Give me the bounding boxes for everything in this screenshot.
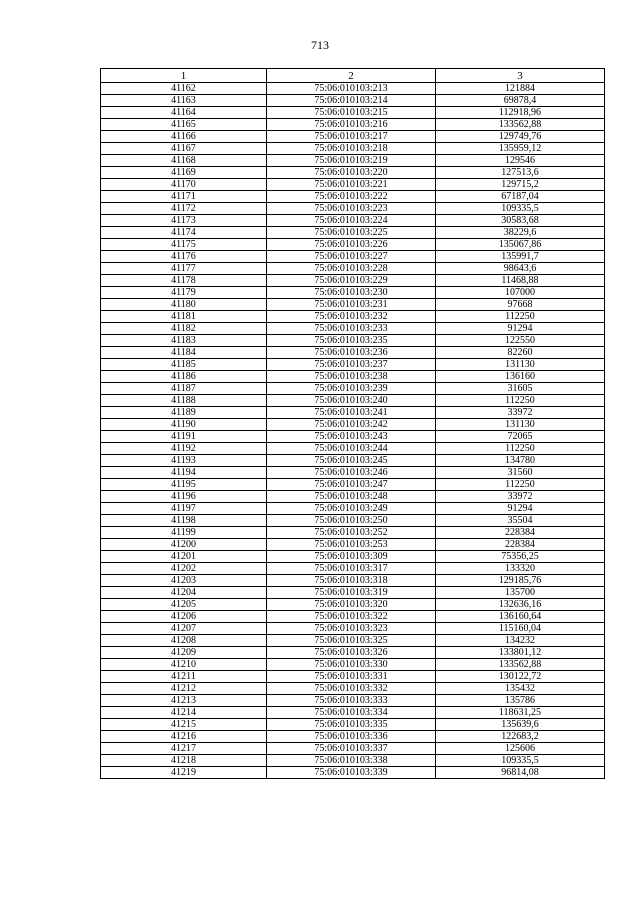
table-row: [101, 659, 605, 671]
value-cell: 131130: [436, 359, 605, 371]
cadastral-number-cell: 75:06:010103:339: [267, 767, 436, 779]
row-number-cell: 41205: [101, 599, 267, 611]
value-cell: 135991,7: [436, 251, 605, 263]
row-number-cell: 41203: [101, 575, 267, 587]
table-row: [101, 695, 605, 707]
table-row: [101, 155, 605, 167]
row-number-cell: 41209: [101, 647, 267, 659]
row-number-cell: 41210: [101, 659, 267, 671]
table-row: [101, 167, 605, 179]
row-number-cell: 41177: [101, 263, 267, 275]
row-number-cell: 41181: [101, 311, 267, 323]
value-cell: 122550: [436, 335, 605, 347]
cadastral-number-cell: 75:06:010103:338: [267, 755, 436, 767]
table-row: [101, 395, 605, 407]
table-row: [101, 179, 605, 191]
value-cell: 31560: [436, 467, 605, 479]
value-cell: 134780: [436, 455, 605, 467]
cadastral-number-cell: 75:06:010103:246: [267, 467, 436, 479]
row-number-cell: 41196: [101, 491, 267, 503]
cadastral-number-cell: 75:06:010103:334: [267, 707, 436, 719]
row-number-cell: 41201: [101, 551, 267, 563]
table-row: [101, 575, 605, 587]
cadastral-number-cell: 75:06:010103:214: [267, 95, 436, 107]
value-cell: 133320: [436, 563, 605, 575]
value-cell: 33972: [436, 491, 605, 503]
value-cell: 135786: [436, 695, 605, 707]
table-row: [101, 359, 605, 371]
row-number-cell: 41178: [101, 275, 267, 287]
cadastral-number-cell: 75:06:010103:322: [267, 611, 436, 623]
cadastral-number-cell: 75:06:010103:309: [267, 551, 436, 563]
row-number-cell: 41167: [101, 143, 267, 155]
value-cell: 135067,86: [436, 239, 605, 251]
cadastral-number-cell: 75:06:010103:223: [267, 203, 436, 215]
table-row: [101, 275, 605, 287]
value-cell: 91294: [436, 503, 605, 515]
row-number-cell: 41214: [101, 707, 267, 719]
row-number-cell: 41186: [101, 371, 267, 383]
cadastral-number-cell: 75:06:010103:325: [267, 635, 436, 647]
value-cell: 228384: [436, 539, 605, 551]
value-cell: 133562,88: [436, 659, 605, 671]
row-number-cell: 41211: [101, 671, 267, 683]
table-row: [101, 95, 605, 107]
row-number-cell: 41175: [101, 239, 267, 251]
column-header-1: 1: [101, 69, 267, 83]
row-number-cell: 41169: [101, 167, 267, 179]
table-row: [101, 503, 605, 515]
value-cell: 69878,4: [436, 95, 605, 107]
value-cell: 132636,16: [436, 599, 605, 611]
cadastral-number-cell: 75:06:010103:326: [267, 647, 436, 659]
cadastral-number-cell: 75:06:010103:217: [267, 131, 436, 143]
table-row: [101, 215, 605, 227]
table-row: [101, 719, 605, 731]
cadastral-number-cell: 75:06:010103:323: [267, 623, 436, 635]
value-cell: 129185,76: [436, 575, 605, 587]
value-cell: 136160,64: [436, 611, 605, 623]
row-number-cell: 41213: [101, 695, 267, 707]
cadastral-number-cell: 75:06:010103:228: [267, 263, 436, 275]
value-cell: 112918,96: [436, 107, 605, 119]
cadastral-number-cell: 75:06:010103:243: [267, 431, 436, 443]
row-number-cell: 41185: [101, 359, 267, 371]
row-number-cell: 41219: [101, 767, 267, 779]
value-cell: 135432: [436, 683, 605, 695]
cadastral-number-cell: 75:06:010103:240: [267, 395, 436, 407]
table-row: [101, 767, 605, 779]
value-cell: 129546: [436, 155, 605, 167]
table-row: [101, 623, 605, 635]
value-cell: 67187,04: [436, 191, 605, 203]
value-cell: 112250: [436, 443, 605, 455]
value-cell: 134232: [436, 635, 605, 647]
table-row: [101, 635, 605, 647]
row-number-cell: 41176: [101, 251, 267, 263]
cadastral-number-cell: 75:06:010103:247: [267, 479, 436, 491]
table-row: [101, 443, 605, 455]
row-number-cell: 41182: [101, 323, 267, 335]
table-row: [101, 143, 605, 155]
table-row: [101, 563, 605, 575]
row-number-cell: 41162: [101, 83, 267, 95]
value-cell: 31605: [436, 383, 605, 395]
row-number-cell: 41208: [101, 635, 267, 647]
value-cell: 122683,2: [436, 731, 605, 743]
value-cell: 38229,6: [436, 227, 605, 239]
value-cell: 98643,6: [436, 263, 605, 275]
row-number-cell: 41207: [101, 623, 267, 635]
cadastral-number-cell: 75:06:010103:248: [267, 491, 436, 503]
table-row: [101, 191, 605, 203]
row-number-cell: 41197: [101, 503, 267, 515]
table-row: [101, 311, 605, 323]
cadastral-number-cell: 75:06:010103:236: [267, 347, 436, 359]
table-row: [101, 431, 605, 443]
column-header-2: 2: [267, 69, 436, 83]
value-cell: 75356,25: [436, 551, 605, 563]
cadastral-number-cell: 75:06:010103:336: [267, 731, 436, 743]
cadastral-number-cell: 75:06:010103:249: [267, 503, 436, 515]
cadastral-number-cell: 75:06:010103:231: [267, 299, 436, 311]
row-number-cell: 41164: [101, 107, 267, 119]
table-row: [101, 419, 605, 431]
table-row: [101, 203, 605, 215]
data-table: [100, 68, 605, 779]
table-row: [101, 599, 605, 611]
value-cell: 129715,2: [436, 179, 605, 191]
value-cell: 121884: [436, 83, 605, 95]
cadastral-number-cell: 75:06:010103:215: [267, 107, 436, 119]
cadastral-number-cell: 75:06:010103:227: [267, 251, 436, 263]
row-number-cell: 41190: [101, 419, 267, 431]
cadastral-number-cell: 75:06:010103:242: [267, 419, 436, 431]
cadastral-number-cell: 75:06:010103:335: [267, 719, 436, 731]
row-number-cell: 41173: [101, 215, 267, 227]
table-row: [101, 515, 605, 527]
table-row: [101, 467, 605, 479]
cadastral-number-cell: 75:06:010103:232: [267, 311, 436, 323]
page-number: 713: [311, 38, 329, 52]
row-number-cell: 41202: [101, 563, 267, 575]
cadastral-number-cell: 75:06:010103:337: [267, 743, 436, 755]
cadastral-number-cell: 75:06:010103:330: [267, 659, 436, 671]
value-cell: 30583,68: [436, 215, 605, 227]
value-cell: 133562,88: [436, 119, 605, 131]
value-cell: 135639,6: [436, 719, 605, 731]
row-number-cell: 41198: [101, 515, 267, 527]
table-row: [101, 743, 605, 755]
value-cell: 91294: [436, 323, 605, 335]
cadastral-number-cell: 75:06:010103:241: [267, 407, 436, 419]
value-cell: 112250: [436, 311, 605, 323]
row-number-cell: 41183: [101, 335, 267, 347]
table-row: [101, 287, 605, 299]
row-number-cell: 41168: [101, 155, 267, 167]
row-number-cell: 41204: [101, 587, 267, 599]
row-number-cell: 41216: [101, 731, 267, 743]
row-number-cell: 41218: [101, 755, 267, 767]
row-number-cell: 41163: [101, 95, 267, 107]
cadastral-number-cell: 75:06:010103:332: [267, 683, 436, 695]
row-number-cell: 41180: [101, 299, 267, 311]
value-cell: 35504: [436, 515, 605, 527]
cadastral-number-cell: 75:06:010103:229: [267, 275, 436, 287]
row-number-cell: 41170: [101, 179, 267, 191]
value-cell: 127513,6: [436, 167, 605, 179]
cadastral-number-cell: 75:06:010103:320: [267, 599, 436, 611]
cadastral-number-cell: 75:06:010103:224: [267, 215, 436, 227]
cadastral-number-cell: 75:06:010103:317: [267, 563, 436, 575]
value-cell: 72065: [436, 431, 605, 443]
table-row: [101, 251, 605, 263]
value-cell: 130122,72: [436, 671, 605, 683]
value-cell: 133801,12: [436, 647, 605, 659]
cadastral-number-cell: 75:06:010103:318: [267, 575, 436, 587]
row-number-cell: 41192: [101, 443, 267, 455]
cadastral-number-cell: 75:06:010103:237: [267, 359, 436, 371]
value-cell: 109335,5: [436, 203, 605, 215]
cadastral-number-cell: 75:06:010103:245: [267, 455, 436, 467]
cadastral-number-cell: 75:06:010103:233: [267, 323, 436, 335]
table-row: [101, 239, 605, 251]
row-number-cell: 41171: [101, 191, 267, 203]
row-number-cell: 41195: [101, 479, 267, 491]
table-row: [101, 551, 605, 563]
row-number-cell: 41165: [101, 119, 267, 131]
row-number-cell: 41194: [101, 467, 267, 479]
cadastral-number-cell: 75:06:010103:319: [267, 587, 436, 599]
value-cell: 125606: [436, 743, 605, 755]
row-number-cell: 41174: [101, 227, 267, 239]
table-row: [101, 491, 605, 503]
row-number-cell: 41184: [101, 347, 267, 359]
value-cell: 112250: [436, 395, 605, 407]
row-number-cell: 41166: [101, 131, 267, 143]
table-row: [101, 455, 605, 467]
value-cell: 107000: [436, 287, 605, 299]
value-cell: 131130: [436, 419, 605, 431]
table-row: [101, 263, 605, 275]
row-number-cell: 41199: [101, 527, 267, 539]
row-number-cell: 41217: [101, 743, 267, 755]
table-row: [101, 107, 605, 119]
value-cell: 112250: [436, 479, 605, 491]
table-row: [101, 611, 605, 623]
cadastral-number-cell: 75:06:010103:219: [267, 155, 436, 167]
value-cell: 129749,76: [436, 131, 605, 143]
column-header-3: 3: [436, 69, 605, 83]
cadastral-number-cell: 75:06:010103:218: [267, 143, 436, 155]
cadastral-number-cell: 75:06:010103:220: [267, 167, 436, 179]
value-cell: 135959,12: [436, 143, 605, 155]
value-cell: 33972: [436, 407, 605, 419]
table-row: [101, 707, 605, 719]
row-number-cell: 41191: [101, 431, 267, 443]
table-row: [101, 83, 605, 95]
table-row: [101, 227, 605, 239]
row-number-cell: 41193: [101, 455, 267, 467]
cadastral-number-cell: 75:06:010103:216: [267, 119, 436, 131]
value-cell: 135700: [436, 587, 605, 599]
row-number-cell: 41200: [101, 539, 267, 551]
cadastral-number-cell: 75:06:010103:222: [267, 191, 436, 203]
cadastral-number-cell: 75:06:010103:230: [267, 287, 436, 299]
table-row: [101, 479, 605, 491]
cadastral-number-cell: 75:06:010103:238: [267, 371, 436, 383]
cadastral-number-cell: 75:06:010103:225: [267, 227, 436, 239]
value-cell: 109335,5: [436, 755, 605, 767]
table-row: [101, 587, 605, 599]
table-row: [101, 383, 605, 395]
table-row: [101, 647, 605, 659]
row-number-cell: 41187: [101, 383, 267, 395]
table-row: [101, 407, 605, 419]
row-number-cell: 41179: [101, 287, 267, 299]
row-number-cell: 41189: [101, 407, 267, 419]
cadastral-number-cell: 75:06:010103:213: [267, 83, 436, 95]
cadastral-number-cell: 75:06:010103:250: [267, 515, 436, 527]
cadastral-number-cell: 75:06:010103:333: [267, 695, 436, 707]
cadastral-number-cell: 75:06:010103:226: [267, 239, 436, 251]
value-cell: 115160,04: [436, 623, 605, 635]
row-number-cell: 41188: [101, 395, 267, 407]
header-row: [101, 69, 605, 83]
cadastral-number-cell: 75:06:010103:252: [267, 527, 436, 539]
table-row: [101, 335, 605, 347]
row-number-cell: 41212: [101, 683, 267, 695]
value-cell: 136160: [436, 371, 605, 383]
cadastral-number-cell: 75:06:010103:253: [267, 539, 436, 551]
table-row: [101, 299, 605, 311]
table-row: [101, 683, 605, 695]
value-cell: 96814,08: [436, 767, 605, 779]
cadastral-number-cell: 75:06:010103:235: [267, 335, 436, 347]
value-cell: 82260: [436, 347, 605, 359]
row-number-cell: 41206: [101, 611, 267, 623]
table-row: [101, 755, 605, 767]
cadastral-number-cell: 75:06:010103:221: [267, 179, 436, 191]
value-cell: 97668: [436, 299, 605, 311]
value-cell: 228384: [436, 527, 605, 539]
table-row: [101, 539, 605, 551]
table-row: [101, 323, 605, 335]
table-body: [101, 83, 605, 779]
table-row: [101, 731, 605, 743]
row-number-cell: 41172: [101, 203, 267, 215]
cadastral-number-cell: 75:06:010103:239: [267, 383, 436, 395]
table-row: [101, 131, 605, 143]
value-cell: 11468,88: [436, 275, 605, 287]
value-cell: 118631,25: [436, 707, 605, 719]
row-number-cell: 41215: [101, 719, 267, 731]
cadastral-number-cell: 75:06:010103:244: [267, 443, 436, 455]
table-row: [101, 347, 605, 359]
table-row: [101, 119, 605, 131]
table-row: [101, 527, 605, 539]
table-row: [101, 671, 605, 683]
cadastral-number-cell: 75:06:010103:331: [267, 671, 436, 683]
table-row: [101, 371, 605, 383]
